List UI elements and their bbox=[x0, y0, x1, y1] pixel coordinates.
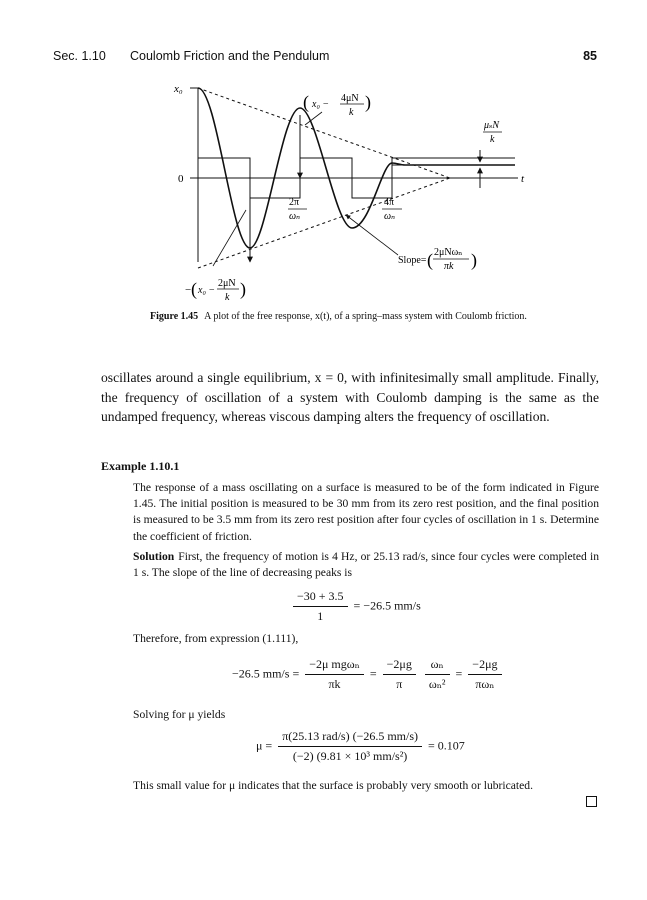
eq3-rhs: = 0.107 bbox=[428, 738, 465, 753]
bottom-bracket-numerator: 2μN bbox=[218, 278, 236, 289]
figure-caption bbox=[150, 310, 570, 323]
therefore-text: Therefore, from expression (1.111), bbox=[133, 632, 299, 645]
slope-denominator: πk bbox=[444, 261, 454, 272]
eq2-f4-denominator: πωₙ bbox=[475, 677, 495, 691]
bottom-bracket-close: ) bbox=[240, 279, 246, 299]
slope-numerator: 2μNωₙ bbox=[434, 247, 463, 258]
bottom-bracket-left: x₀ − bbox=[198, 285, 216, 296]
eq2-f1-denominator: πk bbox=[328, 677, 341, 691]
eq2-f3-numerator: ωₙ bbox=[425, 657, 450, 675]
top-bracket-close: ) bbox=[365, 92, 371, 112]
top-bracket-denominator: k bbox=[349, 107, 354, 118]
solution-label: Solution bbox=[133, 550, 175, 563]
bottom-bracket-pointer bbox=[213, 210, 246, 266]
solution-text: First, the frequency of motion is 4 Hz, or 25.13 rad/s, since four cycles were completed in 1 s. The slope of the line of decreasing peaks is bbox=[133, 550, 599, 580]
bottom-bracket-open: ( bbox=[191, 279, 197, 299]
omega-n-label-2: ωₙ bbox=[384, 211, 396, 222]
omega-n-label-1: ωₙ bbox=[289, 211, 301, 222]
eq2-f2-denominator: π bbox=[396, 677, 403, 691]
bottom-bracket-prefix: − bbox=[185, 284, 192, 296]
header-section-title: Coulomb Friction and the Pendulum bbox=[130, 49, 330, 63]
top-bracket-numerator: 4μN bbox=[341, 93, 359, 104]
figure-caption-label: Figure 1.45 bbox=[150, 311, 199, 322]
eq2-equals-a: = bbox=[369, 666, 377, 681]
example-problem: The response of a mass oscillating on a surface is measured to be of the form indicated in Figure 1.45. The initial position is measured to be 30 mm from its zero rest position, and the final position is measured to be 3.5 mm from its zero rest position after four cycles of oscillation in 1 s. Determine the coefficient of friction. bbox=[133, 481, 599, 543]
eq3-denominator: (−2) (9.81 × 10³ mm/s²) bbox=[292, 749, 408, 763]
t-axis-label: t bbox=[521, 173, 525, 185]
two-pi-label: 2π bbox=[289, 197, 300, 208]
response-curve bbox=[198, 88, 515, 248]
conclusion-text: This small value for μ indicates that the surface is probably very smooth or lubricated. bbox=[133, 779, 533, 792]
end-of-proof-square bbox=[586, 796, 597, 807]
four-pi-label: 4π bbox=[384, 197, 395, 208]
slope-label: Slope= bbox=[398, 255, 427, 266]
example-title: Example 1.10.1 bbox=[101, 459, 180, 473]
eq2-f1-numerator: −2μ mgωₙ bbox=[305, 657, 364, 675]
header-section-number: Sec. 1.10 bbox=[53, 49, 106, 63]
eq1-numerator: −30 + 3.5 bbox=[293, 589, 348, 607]
eq3-lhs: μ = bbox=[256, 738, 273, 753]
solving-text: Solving for μ yields bbox=[133, 708, 226, 721]
mu-k-label: k bbox=[490, 134, 495, 145]
equation-slope bbox=[290, 589, 421, 624]
eq2-f2-numerator: −2μg bbox=[383, 657, 416, 675]
mu-n-label: μₛN bbox=[484, 120, 500, 131]
page-number: 85 bbox=[583, 49, 597, 63]
zero-label: 0 bbox=[178, 173, 184, 185]
top-bracket-open: ( bbox=[303, 92, 309, 112]
eq2-f3-denominator: ωₙ² bbox=[428, 677, 446, 691]
slope-bracket-close: ) bbox=[471, 250, 477, 270]
eq2-lhs: −26.5 mm/s = bbox=[232, 666, 300, 681]
x0-label: x₀ bbox=[174, 83, 183, 95]
body-paragraph: oscillates around a single equilibrium, x = 0, with infinitesimally small amplitude. Finally, the frequency of oscillation of a system with Coulomb damping is the same as the undamped frequency, whereas viscous damping alters the frequency of oscillation. bbox=[101, 370, 599, 424]
slope-bracket-open: ( bbox=[427, 250, 433, 270]
eq1-rhs: = −26.5 mm/s bbox=[353, 598, 421, 613]
bottom-bracket-denominator: k bbox=[225, 292, 230, 303]
eq2-f4-numerator: −2μg bbox=[468, 657, 501, 675]
top-bracket-left: x₀ − bbox=[312, 99, 330, 110]
eq2-equals-b: = bbox=[455, 666, 463, 681]
equation-friction bbox=[232, 657, 505, 692]
eq3-numerator: π(25.13 rad/s) (−26.5 mm/s) bbox=[278, 729, 422, 747]
figure-caption-text: A plot of the free response, x(t), of a spring–mass system with Coulomb friction. bbox=[204, 311, 527, 322]
equation-mu bbox=[256, 729, 465, 764]
free-response-figure bbox=[0, 70, 647, 310]
eq1-denominator: 1 bbox=[317, 609, 324, 623]
example-solution bbox=[133, 549, 599, 581]
